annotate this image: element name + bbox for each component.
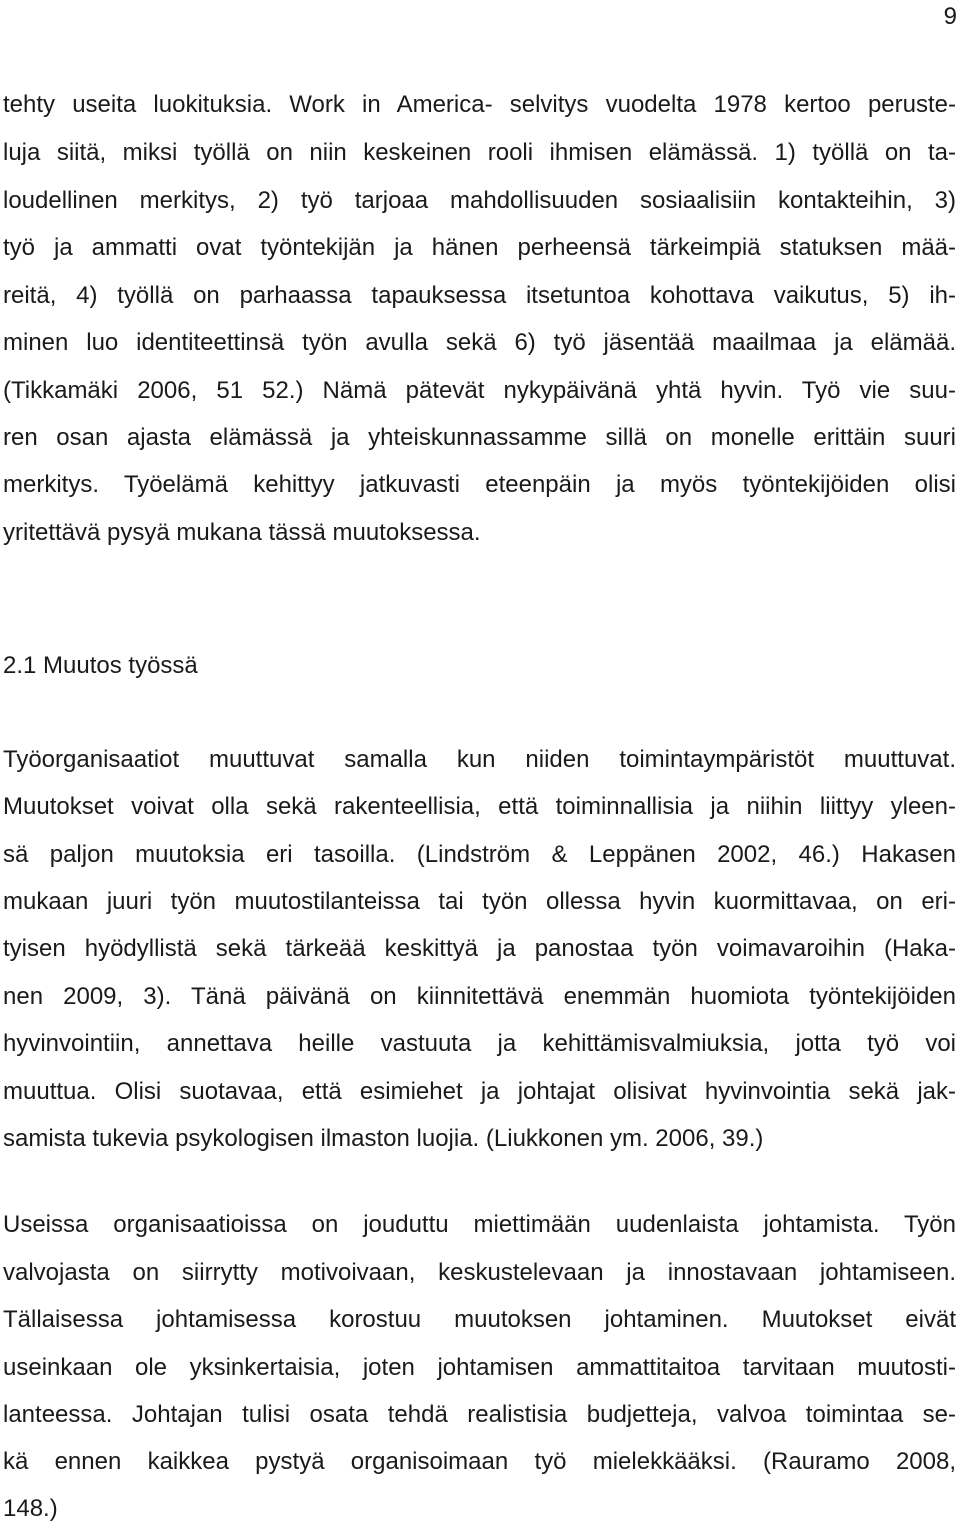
text-line: lanteessa. Johtajan tulisi osata tehdä realistisia budjetteja, valvoa toimintaa se- bbox=[3, 1401, 956, 1428]
text-line: samista tukevia psykologisen ilmaston luojia. (Liukkonen ym. 2006, 39.) bbox=[3, 1125, 764, 1152]
text-line: valvojasta on siirrytty motivoivaan, keskustelevaan ja innostavaan johtamiseen. bbox=[3, 1259, 956, 1286]
page-number: 9 bbox=[943, 3, 957, 30]
text-line: työ ja ammatti ovat työntekijän ja hänen perheensä tärkeimpiä statuksen mää- bbox=[3, 234, 956, 261]
text-line: reitä, 4) työllä on parhaassa tapauksessa itsetuntoa kohottava vaikutus, 5) ih- bbox=[3, 282, 956, 309]
text-line: nen 2009, 3). Tänä päivänä on kiinnitettävä enemmän huomiota työntekijöiden bbox=[3, 983, 956, 1010]
text-line: hyvinvointiin, annettava heille vastuuta ja kehittämisvalmiuksia, jotta työ voi bbox=[3, 1030, 956, 1057]
text-line: luja siitä, miksi työllä on niin keskeinen rooli ihmisen elämässä. 1) työllä on ta- bbox=[3, 139, 956, 166]
text-line: tyisen hyödyllistä sekä tärkeää keskittyä ja panostaa työn voimavaroihin (Haka- bbox=[3, 935, 956, 962]
section-heading: 2.1 Muutos työssä bbox=[3, 652, 198, 679]
text-line: kä ennen kaikkea pystyä organisoimaan työ mielekkääksi. (Rauramo 2008, bbox=[3, 1448, 956, 1475]
text-line: ren osan ajasta elämässä ja yhteiskunnassamme sillä on monelle erittäin suuri bbox=[3, 424, 956, 451]
text-line: tehty useita luokituksia. Work in America- selvitys vuodelta 1978 kertoo peruste- bbox=[3, 91, 956, 118]
text-line: sä paljon muutoksia eri tasoilla. (Lindström & Leppänen 2002, 46.) Hakasen bbox=[3, 841, 956, 868]
text-line: Useissa organisaatioissa on jouduttu miettimään uudenlaista johtamista. Työn bbox=[3, 1211, 956, 1238]
text-line: mukaan juuri työn muutostilanteissa tai työn ollessa hyvin kuormittavaa, on eri- bbox=[3, 888, 956, 915]
text-line: muuttua. Olisi suotavaa, että esimiehet ja johtajat olisivat hyvinvointia sekä jak- bbox=[3, 1078, 956, 1105]
text-line: (Tikkamäki 2006, 51 52.) Nämä pätevät nykypäivänä yhtä hyvin. Työ vie suu- bbox=[3, 377, 956, 404]
text-line: Tällaisessa johtamisessa korostuu muutoksen johtaminen. Muutokset eivät bbox=[3, 1306, 956, 1333]
text-line: minen luo identiteettinsä työn avulla sekä 6) työ jäsentää maailmaa ja elämää. bbox=[3, 329, 956, 356]
text-line: 148.) bbox=[3, 1495, 58, 1522]
text-line: yritettävä pysyä mukana tässä muutoksessa. bbox=[3, 519, 481, 546]
text-line: merkitys. Työelämä kehittyy jatkuvasti eteenpäin ja myös työntekijöiden olisi bbox=[3, 471, 956, 498]
text-line: Työorganisaatiot muuttuvat samalla kun niiden toimintaympäristöt muuttuvat. bbox=[3, 746, 956, 773]
text-line: loudellinen merkitys, 2) työ tarjoaa mahdollisuuden sosiaalisiin kontakteihin, 3) bbox=[3, 187, 956, 214]
text-line: Muutokset voivat olla sekä rakenteellisia, että toiminnallisia ja niihin liittyy yleen- bbox=[3, 793, 956, 820]
text-line: useinkaan ole yksinkertaisia, joten johtamisen ammattitaitoa tarvitaan muutosti- bbox=[3, 1354, 956, 1381]
